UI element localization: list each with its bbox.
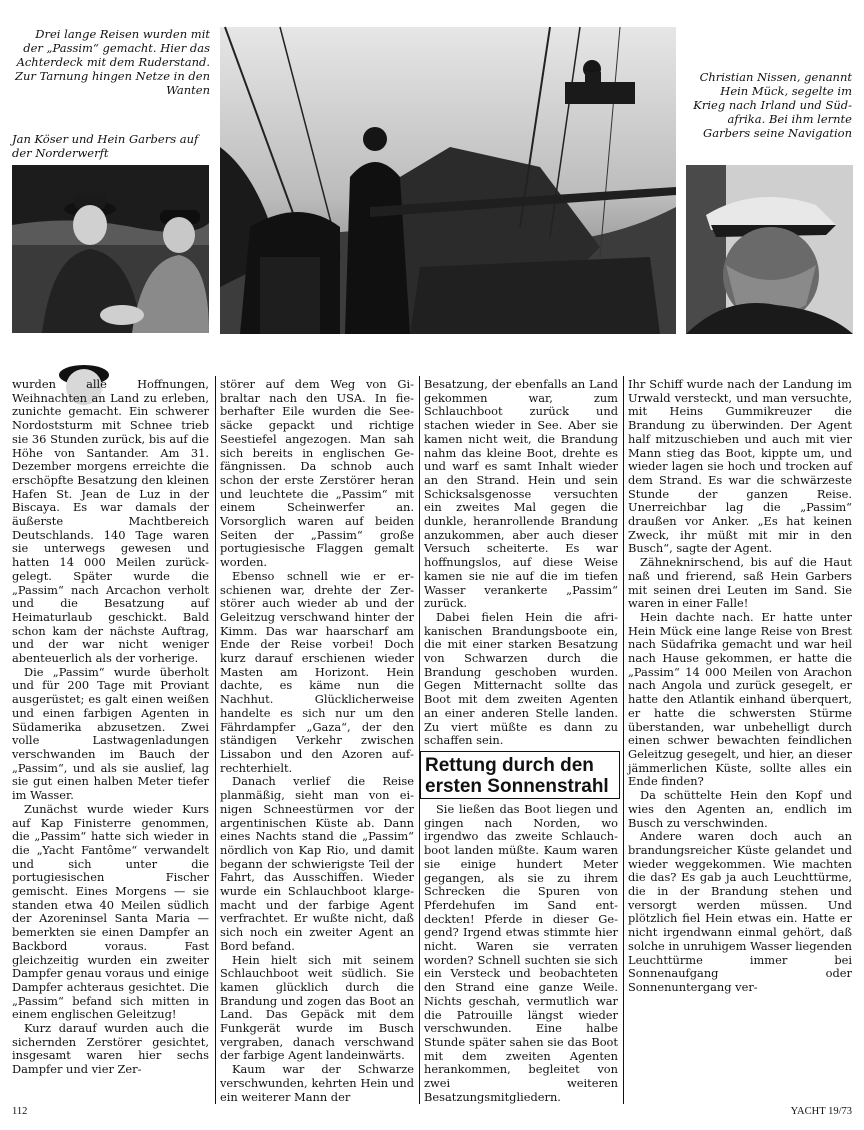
- subheadline: Rettung durch den ersten Sonnenstrahl: [425, 755, 609, 797]
- paragraph: Kaum war der Schwarze verschwunden, kehrten Hein und ein weiterer Mann der: [220, 1062, 414, 1104]
- paragraph: wurden alle Hoffnungen, Weihnachten an Land zu erleben, zunichte gemacht. Ein schwerer Nordoststurm mit Schnee trieb sie 36 Stunden zurück, bis auf die Höhe von Santander. Am 31. Dezember morgens erreichte die erschöpfte Besatzung den kleinen Hafen St. Jean de Luz in der Biscaya. Es war damals der äußerste Machtbereich Deutschlands. 140 Tage waren sie unterwegs gewesen und hatten 14 000 Meilen zurückgelegt. Später wurde die „Passim“ nach Arcachon verholt und die Besatzung auf Heimaturlaub geschickt. Bald schon kam der nächste Auftrag, und der war nicht weniger abenteuerlich als der vorherige.: [12, 377, 209, 666]
- paragraph: Die „Passim“ wurde überholt und für 200 Tage mit Proviant ausgerüstet; es galt einen weißen und einen farbigen Agenten in Südamerika abzusetzen. Zwei volle Lastwagenladungen verschwanden im Bauch der „Passim“, und als sie auslief, lag sie gut einen halben Meter tiefer im Wasser.: [12, 664, 209, 803]
- paragraph: Zähneknirschend, bis auf die Haut naß und frierend, saß Hein Garbers mit seinen drei Leuten im Sand. Sie waren in einer Falle!: [628, 555, 852, 611]
- paragraph: Dabei fielen Hein die afrikanischen Brandungsboote ein, die mit einer starken Besatzung von Schwarzen durch die Brandung geschoben wurden. Gegen Mitternacht sollte das Boot mit dem zweiten Agenten an einer anderen Stelle landen. Zu viert müßte es dann zu schaffen sein.: [424, 609, 618, 748]
- photo-koeser-garbers: [12, 165, 209, 333]
- text-column-3-upper: [424, 377, 618, 748]
- paragraph: Danach verlief die Reise planmäßig, sieht man von einigen Schneestürmen vor der argentinischen Küste ab. Dann eines Nachts stand die „Passim“ nördlich von Kap Rio, und damit begann der schwierigste Teil der Fahrt, das Ausschiffen. Wieder wurde ein Schlauchboot klargemacht und der farbige Agent verfrachtet. Er wußte nicht, daß sich noch ein zweiter Agent an Bord befand.: [220, 774, 414, 953]
- paragraph: Andere waren doch auch an brandungsreicher Küste gelandet und wieder weggekommen. Wie machten die das? Es gab ja auch Leuchttürme, die in der Brandung stehen und versorgt werden müssen. Und plötzlich fiel Hein etwas ein. Hatte er nicht irgendwann einmal gehört, daß solche in unruhigem Wasser liegenden Leuchttürme immer bei Sonnenaufgang oder Sonnenuntergang ver-: [628, 829, 852, 994]
- paragraph: Hein hielt sich mit seinem Schlauchboot weit südlich. Sie kamen glücklich durch die Brandung und zogen das Boot an Land. Das Gepäck mit dem Funkgerät wurde im Busch vergraben, danach verschwand der farbige Agent landeinwärts.: [220, 952, 414, 1063]
- paragraph: Ihr Schiff wurde nach der Landung im Urwald versteckt, und man versuchte, mit Heins Gummikreuzer die Brandung zu überwinden. Der Agent half mitzuschieben und auch mit vier Mann stieg das Boot, kippte um, und wieder lagen sie hoch und trocken auf dem Strand. Es war die schwärzeste Stunde der ganzen Reise. Unerreichbar lag die „Passim“ draußen vor Anker. „Es hat keinen Zweck, ihr müßt mit mir in den Busch“, sagte der Agent.: [628, 377, 852, 556]
- photo-passim-achterdeck: [220, 27, 676, 334]
- text-column-3-lower: [424, 803, 618, 1104]
- column-rule-1: [215, 376, 216, 1104]
- paragraph: Zunächst wurde wieder Kurs auf Kap Finisterre genommen, die „Passim“ hatte sich wieder in die „Yacht Fantôme“ verwandelt und sich unter die portugiesischen Fischer gemischt. Eines Morgens — sie standen etwa 40 Meilen südlich der Azoreninsel Santa Maria — bemerkten sie einen Dampfer an Backbord voraus. Fast gleichzeitig wurden ein zweiter Dampfer genau voraus und einige Dampfer achteraus gesichtet. Die „Passim“ befand sich mitten in einem englischen Geleitzug!: [12, 801, 209, 1022]
- photo-christian-nissen: [686, 165, 853, 334]
- paragraph: störer auf dem Weg von Gibraltar nach den USA. In fieberhafter Eile wurden die Seesäcke gepackt und richtige Seestiefel angezogen. Man sah sich bereits in englischen Gefängnissen. Da schnob auch schon der erste Zerstörer heran und leuchtete die „Passim“ mit einem Scheinwerfer an. Vorsorglich waren auf beiden Seiten der „Passim“ große portugiesische Flaggen gemalt worden.: [220, 377, 414, 570]
- caption-koeser: Jan Köser und Hein Garbers auf der Norderwerft: [12, 132, 199, 160]
- caption-nissen: Christian Nissen, genannt Hein Mück, segelte im Krieg nach Irland und Südafrika. Bei ihm lernte Garbers seine Navigation: [693, 70, 852, 140]
- paragraph: Besatzung, der ebenfalls an Land gekommen war, zum Schlauchboot zurück und stachen wieder in See. Aber sie kamen nicht weit, die Brandung nahm das kleine Boot, drehte es und warf es samt Inhalt wieder an den Strand. Hein und sein Schicksalsgenosse versuchten ein zweites Mal gegen die dunkle, heranrollende Brandung anzukommen, aber auch dieser Versuch scheiterte. Es war hoffnungslos, auf diese Weise kamen sie nie auf die im tiefen Wasser verankerte „Passim“ zurück.: [424, 377, 618, 611]
- page-number: 112: [12, 1106, 28, 1117]
- column-rule-3: [623, 376, 624, 1104]
- text-column-4: [628, 378, 852, 1104]
- paragraph: Da schüttelte Hein den Kopf und wies den Agenten an, endlich im Busch zu verschwinden.: [628, 788, 852, 830]
- subheadline-box: [420, 751, 620, 799]
- caption-passim: Drei lange Reisen wurden mit der „Passim“ gemacht. Hier das Achterdeck mit dem Ruderstand. Zur Tarnung hingen Netze in den Wanten: [15, 27, 210, 97]
- magazine-issue: YACHT 19/73: [790, 1106, 852, 1117]
- text-column-1: [12, 378, 209, 1104]
- column-rule-2: [419, 376, 420, 1104]
- text-column-2: [220, 378, 414, 1104]
- paragraph: Hein dachte nach. Er hatte unter Hein Mück eine lange Reise von Brest nach Südafrika gemacht und war heil nach Hause gekommen, er hatte die „Passim“ 14 000 Meilen von Arachon nach Angola und zurück gesegelt, er hatte den Atlantik einhand überquert, er hatte die schwersten Stürme überstanden, war unbehelligt durch einen schwer bewachten feindlichen Geleitzug gesegelt, und hier, an dieser jämmerlichen Küste, sollte alles ein Ende finden?: [628, 609, 852, 789]
- paragraph: Ebenso schnell wie er erschienen war, drehte der Zerstörer auch wieder ab und der Geleitzug verschwand hinter der Kimm. Das war haarscharf am Ende der Reise vorbei! Doch kurz darauf erschienen wieder Masten am Horizont. Hein dachte, es käme nun die Nachhut. Glücklicherweise handelte es sich nur um den Fährdampfer „Gaza“, der den ständigen Verkehr zwischen Lissabon und den Azoren aufrechterhielt.: [220, 568, 414, 775]
- paragraph: Kurz darauf wurden auch die sichernden Zerstörer gesichtet, insgesamt waren hier sechs Dampfer und vier Zer-: [12, 1021, 209, 1077]
- paragraph: Sie ließen das Boot liegen und gingen nach Norden, wo irgendwo das zweite Schlauchboot landen müßte. Kaum waren sie einige hundert Meter gegangen, als sie zu ihrem Schrecken die Spuren von Pferdehufen im Sand entdeckten! Pferde in dieser Gegend? Irgend etwas stimmte hier nicht. Waren sie verraten worden? Schnell suchten sie sich ein Versteck und beobachteten den Strand eine ganze Weile. Nichts geschah, vermutlich war die Patrouille längst wieder verschwunden. Eine halbe Stunde später sahen sie das Boot mit dem zweiten Agenten herankommen, begleitet von zwei weiteren Besatzungsmitgliedern.: [424, 802, 618, 1104]
